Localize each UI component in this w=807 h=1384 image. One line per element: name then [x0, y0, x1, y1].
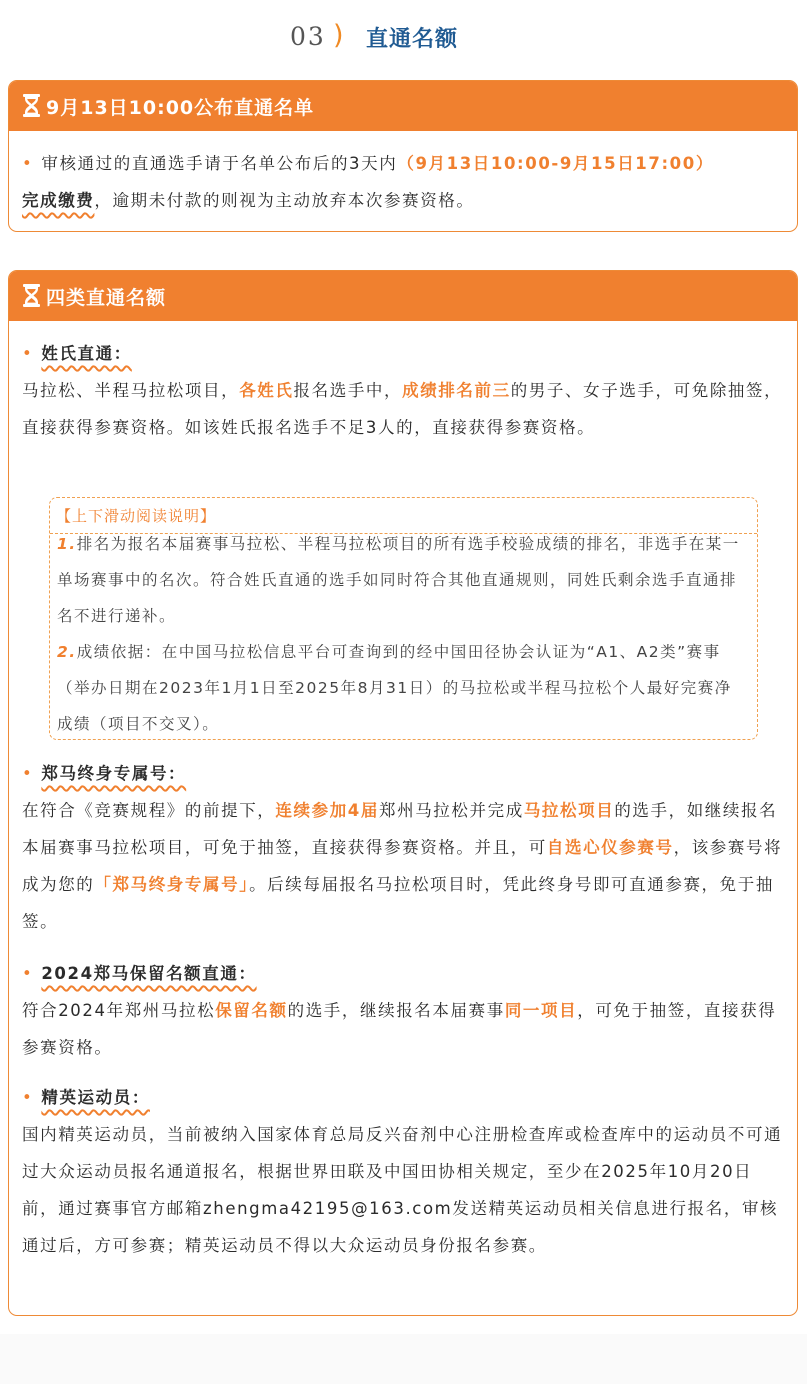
highlight: 「郑马终身专属号」 — [94, 875, 250, 894]
text: 郑州马拉松并完成 — [379, 801, 524, 820]
reserved-heading: 2024郑马保留名额直通： — [41, 964, 257, 983]
payment-paragraph — [22, 145, 783, 219]
highlight: 自选心仪参赛号 — [546, 838, 674, 857]
bullet: • — [22, 154, 34, 173]
text: 的选手，继续报名本届赛事 — [287, 1001, 505, 1020]
highlight: 同一项目 — [504, 1001, 578, 1020]
text: 马拉松、半程马拉松项目， — [22, 381, 240, 400]
bullet: • — [22, 964, 34, 983]
hourglass-icon — [23, 284, 40, 307]
card-title: 9月13日10:00公布直通名单 — [46, 97, 315, 119]
elite-heading: 精英运动员： — [41, 1088, 150, 1107]
note-number: 1. — [57, 535, 77, 553]
note-text: 排名为报名本届赛事马拉松、半程马拉松项目的所有选手校验成绩的排名，非选手在某一单场赛事中的名次。符合姓氏直通的选手如同时符合其他直通规则，同姓氏剩余选手直通排名不进行递补。 — [57, 535, 740, 625]
text: 的男子、女子选手，可免除抽签，直接获得参赛资格。如该姓氏报名选手不足3人的，直接获得参赛资格。 — [22, 381, 783, 437]
text: ，逾期未付款的则视为主动放弃本次参赛资格。 — [94, 191, 475, 210]
highlight: 马拉松项目 — [523, 801, 615, 820]
text: ，可免于抽签，直接获得参赛资格。 — [22, 1001, 777, 1057]
emphasis-text: 完成缴费 — [22, 191, 95, 210]
elite-athlete-section — [22, 1079, 783, 1264]
highlight: 连续参加4届 — [275, 801, 379, 820]
scroll-note-box[interactable] — [49, 497, 758, 740]
text: 在符合《竞赛规程》的前提下， — [22, 801, 276, 820]
text: 的选手，如继续报名本届赛事马拉松项目，可免于抽签，直接获得参赛资格。并且，可 — [22, 801, 778, 857]
highlight: 保留名额 — [215, 1001, 288, 1020]
bracket-decoration: ) — [333, 20, 344, 51]
highlight: 成绩排名前三 — [402, 381, 511, 400]
text: 报名选手中， — [293, 381, 403, 400]
bottom-divider — [0, 1334, 807, 1384]
lifetime-heading: 郑马终身专属号： — [41, 764, 187, 783]
text: 国内精英运动员，当前被纳入国家体育总局反兴奋剂中心注册检查库或检查库中的运动员不可通过大众运动员报名通道报名，根据世界田联及中国田协相关规定，至少在2025年10月20日前，通过赛事官方邮箱zhengma42195@163.com发送精英运动员相关信息进行报名，审核通过后，方可参赛；精英运动员不得以大众运动员身份报名参赛。 — [22, 1125, 783, 1255]
bullet: • — [22, 1088, 34, 1107]
note-body — [57, 526, 747, 742]
text: 审核通过的直通选手请于名单公布后的3天内 — [41, 154, 398, 173]
quota-card — [8, 270, 798, 1316]
bullet: • — [22, 764, 34, 783]
lifetime-number-section — [22, 755, 783, 940]
section-number: 03 — [290, 22, 326, 51]
note-number: 2. — [57, 643, 77, 661]
card-header — [9, 81, 797, 131]
section-header — [0, 18, 807, 58]
hourglass-icon — [23, 94, 40, 117]
bullet: • — [22, 344, 34, 363]
date-range: （9月13日10:00-9月15日17:00） — [397, 154, 714, 173]
text: 符合2024年郑州马拉松 — [22, 1001, 216, 1020]
card-title: 四类直通名额 — [46, 287, 167, 309]
text: ，该参赛号将成为您的 — [22, 838, 783, 894]
card-header — [9, 271, 797, 321]
announcement-card — [8, 80, 798, 232]
note-text: 成绩依据：在中国马拉松信息平台可查询到的经中国田径协会认证为“A1、A2类”赛事（举办日期在2023年1月1日至2025年8月31日）的马拉松或半程马拉松个人最好完赛净成绩（项目不交叉）。 — [57, 643, 732, 733]
text: 。后续每届报名马拉松项目时，凭此终身号即可直通参赛，免于抽签。 — [22, 875, 774, 931]
section-title: 直通名额 — [366, 27, 459, 52]
surname-heading: 姓氏直通： — [41, 344, 132, 363]
surname-section — [22, 335, 783, 446]
highlight: 各姓氏 — [239, 381, 294, 400]
reserved-quota-section — [22, 955, 783, 1066]
note-title: 【上下滑动阅读说明】 — [56, 507, 217, 525]
